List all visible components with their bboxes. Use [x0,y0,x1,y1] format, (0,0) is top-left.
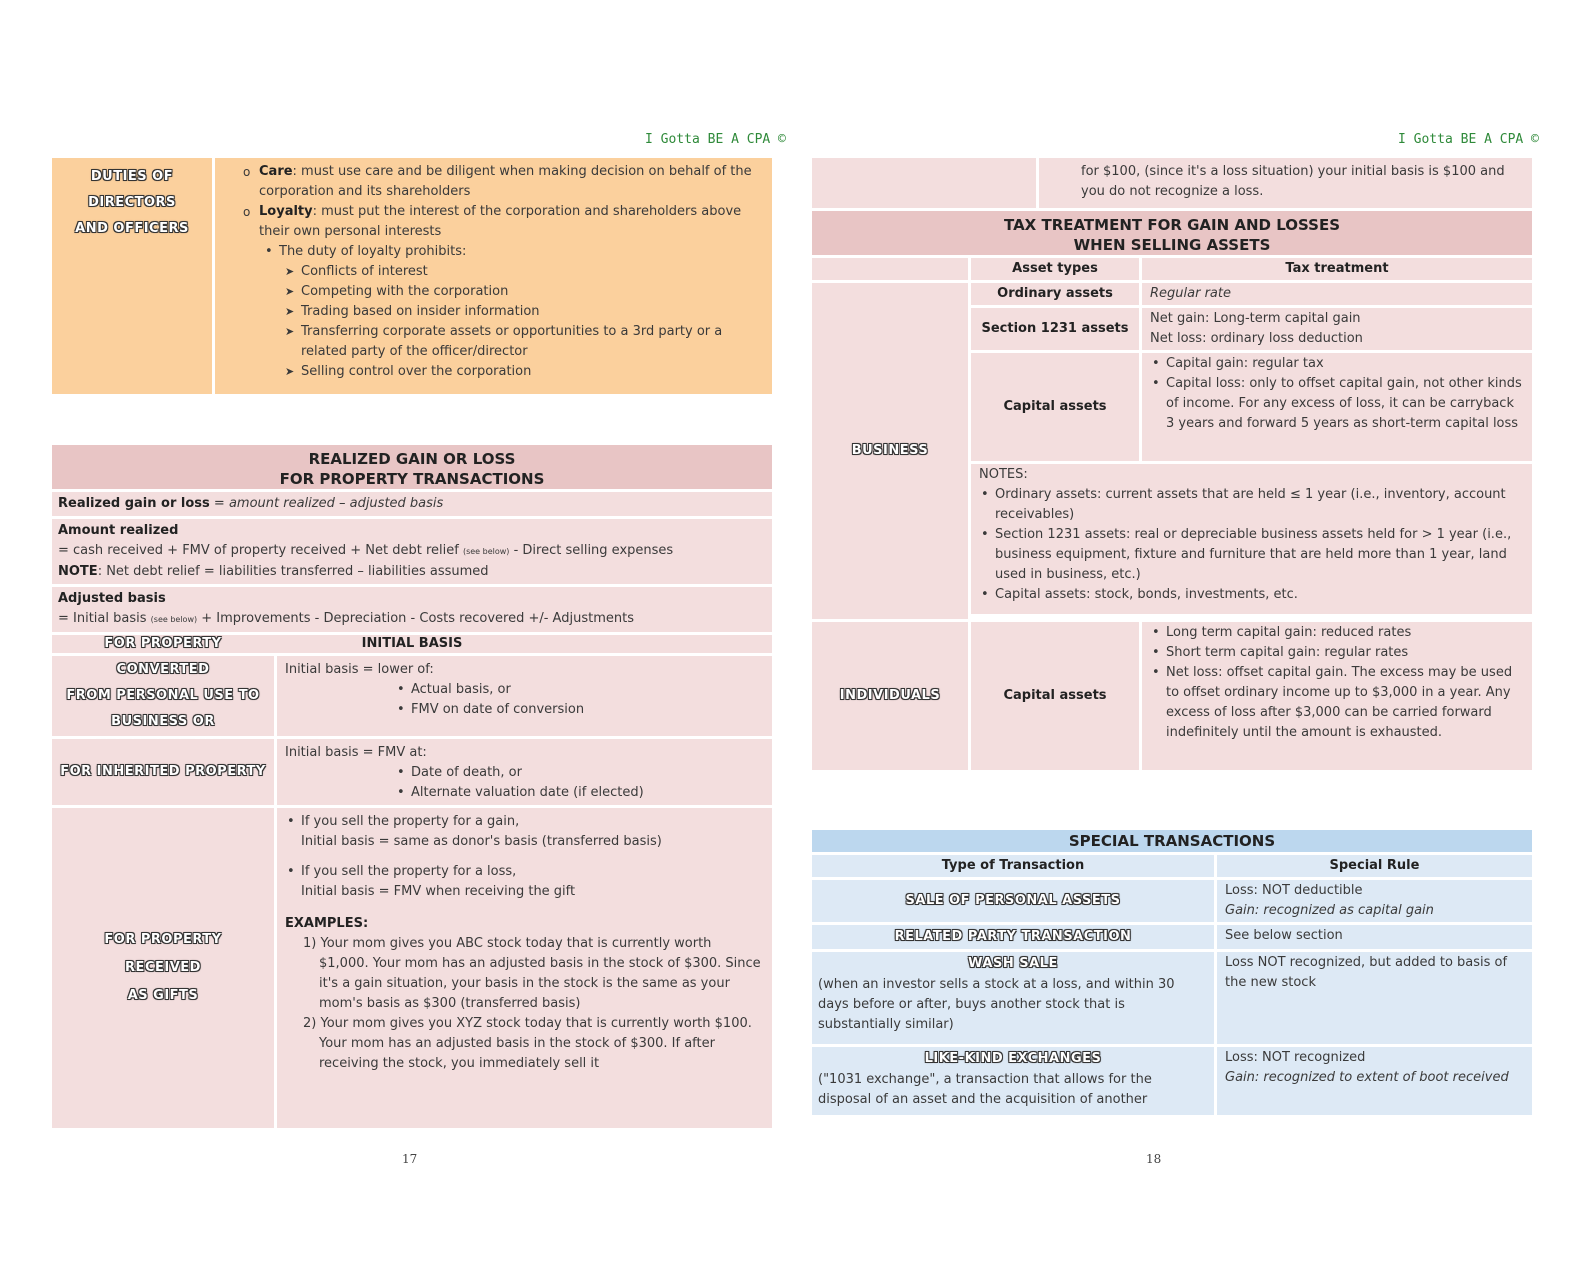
individuals-row: INDIVIDUALS Capital assets • Long term capital gain: reduced rates • Short term capital gain: regular rates • Net loss: offset capital gain. The excess may be used to offset ordinary income up to $3,000 in a year. Any excess of loss after $3,000 can be carried forward indefinitely until the amount is exhausted. [812,622,1532,770]
page-number-left: 17 [402,1152,418,1166]
ordinary-row: Ordinary assets Regular rate [971,283,1532,305]
prohibit-item: ➤ Conflicts of interest [285,262,764,282]
duties-title: DUTIES OF DIRECTORS AND OFFICERS [52,158,212,394]
prohibit-item: ➤ Competing with the corporation [285,282,764,302]
realized-section [52,445,772,1135]
col-rule: Special Rule [1217,855,1532,877]
amount-realized: Amount realized = cash received + FMV of property received + Net debt relief (see below) - Direct selling expenses NOTE: Net debt relief = liabilities transferred – liabilities assumed [52,519,772,584]
page-number-right: 18 [1146,1152,1162,1166]
notes-box: NOTES: • Ordinary assets: current assets that are held ≤ 1 year (i.e., inventory, account receivables) • Section 1231 assets: real or depreciable business assets held for > 1 year (i.e., business equipment, fixture and furniture that are held more than 1 year, land used in business, etc.) • Capital assets: stock, bonds, investments, etc. [971,464,1532,614]
business-capital-item: • Capital gain: regular tax [1150,354,1524,374]
prohibit-item: ➤ Selling control over the corporation [285,362,764,382]
duties-section [52,158,772,394]
tax-header: TAX TREATMENT FOR GAIN AND LOSSES WHEN SELLING ASSETS [812,211,1532,255]
initial-basis-header: INITIAL BASIS [52,635,772,653]
prohibit-item: ➤ Trading based on insider information [285,302,764,322]
realized-formula: Realized gain or loss = amount realized – adjusted basis [52,492,772,516]
duties-content [215,158,772,394]
col-asset-types: Asset types [971,258,1139,280]
gift-gain: • If you sell the property for a gain, Initial basis = same as donor's basis (transferred basis) [285,812,764,852]
prohibit-item: ➤ Transferring corporate assets or opportunities to a 3rd party or a related party of the officer/director [285,322,764,362]
examples-label: EXAMPLES: [285,916,369,931]
special-header: SPECIAL TRANSACTIONS [812,830,1532,852]
inherited-item: • Alternate valuation date (if elected) [395,783,764,803]
care-item: o Care: must use care and be diligent when making decision on behalf of the corporation and its shareholders [243,162,764,202]
converted-item: • Actual basis, or [395,680,764,700]
inherited-row: FOR INHERITED PROPERTY Initial basis = FMV at: • Date of death, or • Alternate valuation date (if elected) [52,739,772,805]
col-type: Type of Transaction [812,855,1214,877]
business-capital-row: Capital assets • Capital gain: regular tax • Capital loss: only to offset capital gain, not other kinds of income. For any excess of loss, it can be carryback 3 years and forward 5 years as short-term capital loss [971,353,1532,461]
inherited-item: • Date of death, or [395,763,764,783]
loyalty-item: o Loyalty: must put the interest of the corporation and shareholders above their own personal interests • The duty of loyalty prohibits: ➤ Conflicts of interest ➤ Competing with the corporation ➤ Trading based on insider information ➤ Transferring corporate assets or opportunities to a 3rd party or a related party of the officer/director ➤ Selling control over the corporation [243,202,764,382]
example-1: 1) Your mom gives you ABC stock today that is currently worth $1,000. Your mom has an adjusted basis in the stock of $300. Since it's a gain situation, your basis in the stock is the same as your mom's basis as $300 (transferred basis) [303,936,761,1011]
special-row: RELATED PARTY TRANSACTION See below section [812,925,1532,949]
loyalty-sub: • The duty of loyalty prohibits: ➤ Conflicts of interest ➤ Competing with the corporation ➤ Trading based on insider information ➤ Transferring corporate assets or opportunities to a 3rd party or a related party of the officer/director ➤ Selling control over the corporation [263,242,764,382]
tax-section [812,158,1532,782]
note-item: • Capital assets: stock, bonds, investments, etc. [979,585,1524,605]
brand-mark-left: I Gotta BE A CPA © [645,132,786,147]
converted-item: • FMV on date of conversion [395,700,764,720]
brand-mark-right: I Gotta BE A CPA © [1398,132,1539,147]
special-section [812,830,1532,1132]
gift-loss: • If you sell the property for a loss, Initial basis = FMV when receiving the gift [285,862,764,902]
individual-capital-item: • Short term capital gain: regular rates [1150,643,1524,663]
example-2: 2) Your mom gives you XYZ stock today that is currently worth $100. Your mom has an adjusted basis in the stock of $300. If after receiving the stock, you immediately sell it [303,1016,752,1071]
gifts-row: FOR PROPERTY RECEIVED AS GIFTS • If you sell the property for a gain, Initial basis = same as donor's basis (transferred basis) • If you sell the property for a loss, Initial basis = FMV when receiving the gift EXAMPLES: 1) Your mom gives you ABC stock today that is currently worth $1,000. Your mom has an adjusted basis in the stock of $300. Since it's a gain situation, your basis in the stock is the same as your mom's basis as $300 (transferred basis) 2) Your mom gives you XYZ stock today that is currently worth $100. Your mom has an adjusted basis in the stock of $300. If after receiving the stock, you immediately sell it [52,808,772,1128]
continued-row: for $100, (since it's a loss situation) your initial basis is $100 and you do not recognize a loss. [812,158,1532,208]
tax-col-headers [812,258,1532,280]
col-tax-treatment: Tax treatment [1142,258,1532,280]
business-capital-item: • Capital loss: only to offset capital gain, not other kinds of income. For any excess of loss, it can be carryback 3 years and forward 5 years as short-term capital loss [1150,374,1524,434]
special-row: WASH SALE (when an investor sells a stock at a loss, and within 30 days before or after, buys another stock that is substantially similar) Loss NOT recognized, but added to basis of the new stock [812,952,1532,1044]
business-label: BUSINESS [812,283,968,619]
individual-capital-item: • Long term capital gain: reduced rates [1150,623,1524,643]
individuals-label: INDIVIDUALS [812,622,968,770]
note-item: • Section 1231 assets: real or depreciable business assets held for > 1 year (i.e., business equipment, fixture and furniture that are held more than 1 year, land used in business, etc.) [979,525,1524,585]
converted-row: FOR PROPERTY CONVERTED FROM PERSONAL USE TO BUSINESS OR Initial basis = lower of: • Actual basis, or • FMV on date of conversion [52,656,772,736]
s1231-row: Section 1231 assets Net gain: Long-term capital gain Net loss: ordinary loss deduction [971,308,1532,350]
individual-capital-item: • Net loss: offset capital gain. The excess may be used to offset ordinary income up to $3,000 in a year. Any excess of loss after $3,000 can be carried forward indefinitely until the amount is exhausted. [1150,663,1524,743]
special-row: SALE OF PERSONAL ASSETS Loss: NOT deductible Gain: recognized as capital gain [812,880,1532,922]
realized-header: REALIZED GAIN OR LOSS FOR PROPERTY TRANSACTIONS [52,445,772,489]
adjusted-basis: Adjusted basis = Initial basis (see below) + Improvements - Depreciation - Costs recovered +/- Adjustments [52,587,772,632]
note-item: • Ordinary assets: current assets that are held ≤ 1 year (i.e., inventory, account receivables) [979,485,1524,525]
special-row: LIKE-KIND EXCHANGES ("1031 exchange", a transaction that allows for the disposal of an asset and the acquisition of another Loss: NOT recognized Gain: recognized to extent of boot received [812,1047,1532,1115]
